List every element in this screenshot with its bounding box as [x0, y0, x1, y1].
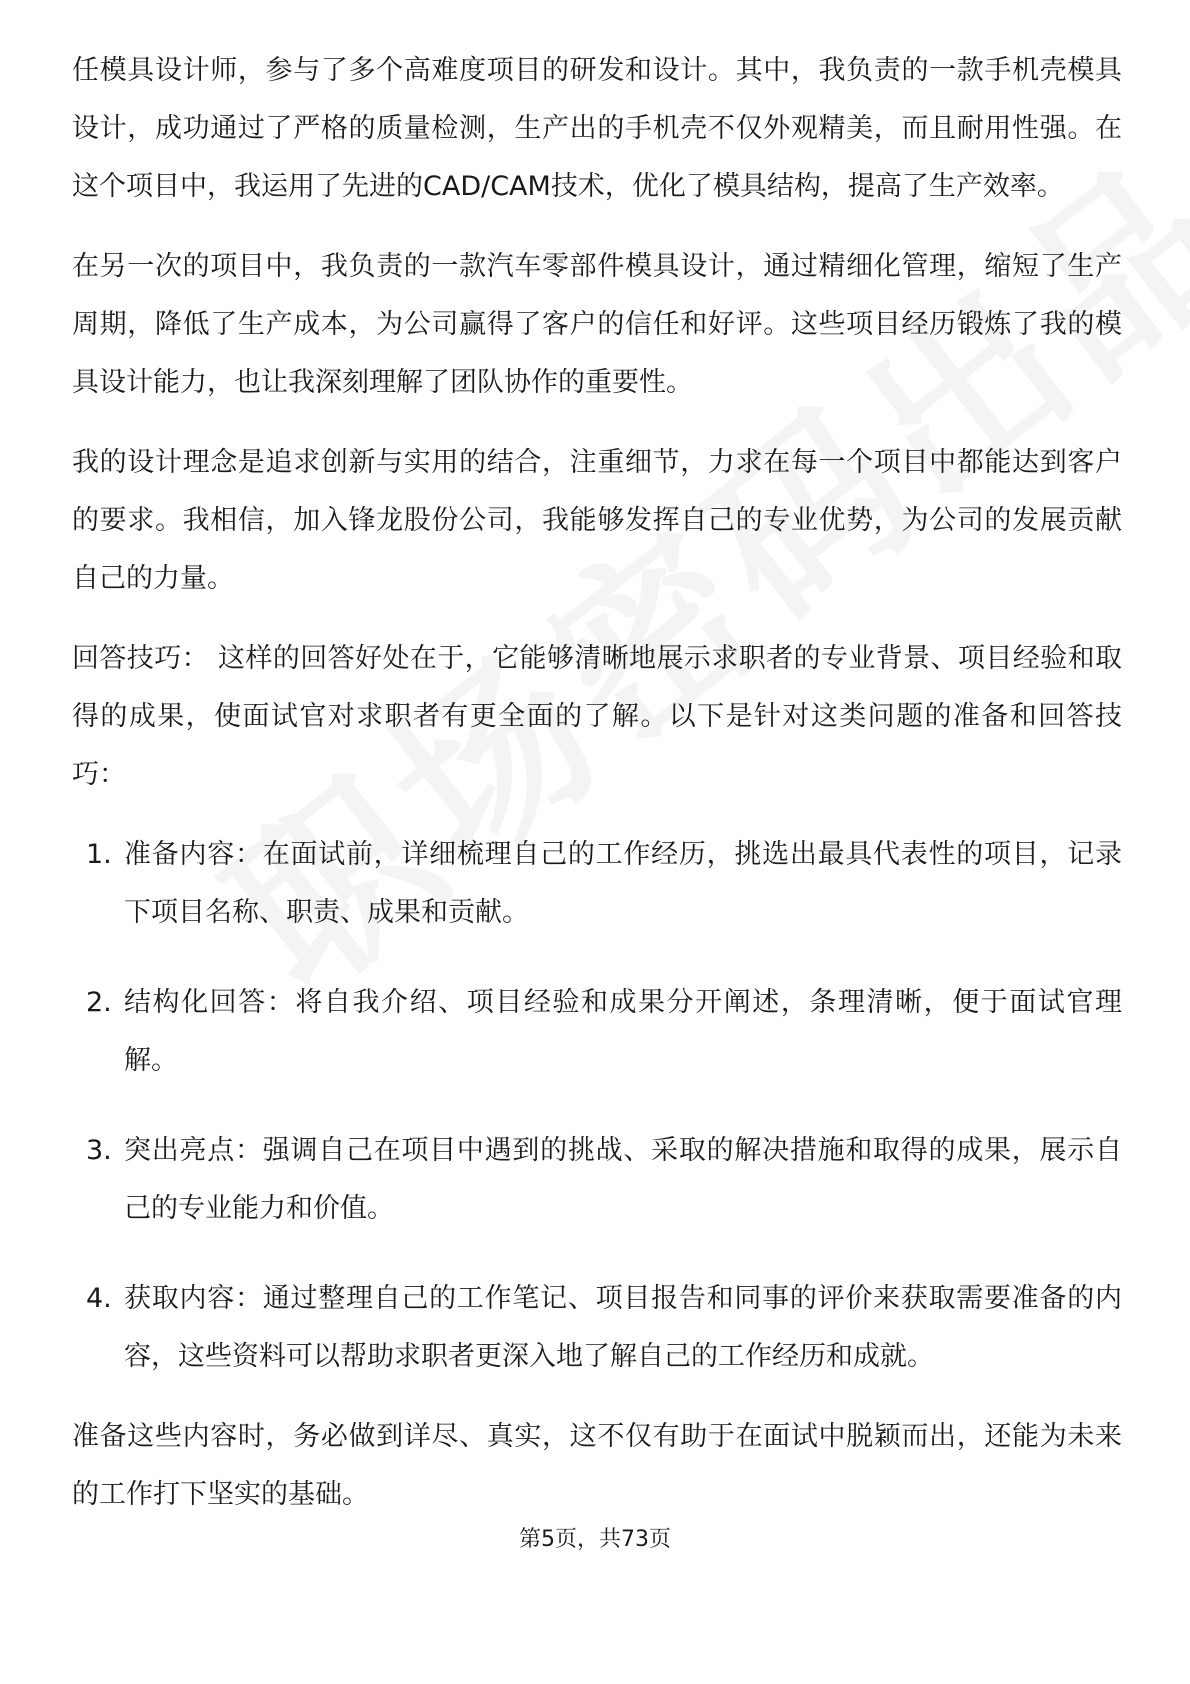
paragraph-answer-tips: 回答技巧： 这样的回答好处在于，它能够清晰地展示求职者的专业背景、项目经验和取得的成果，使面试官对求职者有更全面的了解。以下是针对这类问题的准备和回答技巧： [72, 643, 1122, 790]
paragraph-auto-parts-project: 在另一次的项目中，我负责的一款汽车零部件模具设计，通过精细化管理，缩短了生产周期，降低了生产成本，为公司赢得了客户的信任和好评。这些项目经历锻炼了我的模具设计能力，也让我深刻理解了团队协作的重要性。 [72, 251, 1122, 398]
list-item [72, 1270, 1122, 1386]
page-number: 第5页，共73页 [519, 1527, 671, 1552]
page-body [72, 42, 1122, 1524]
list-item-text: 突出亮点：强调自己在项目中遇到的挑战、采取的解决措施和取得的成果，展示自己的专业能力和价值。 [124, 1135, 1122, 1224]
list-item-number: 2. [86, 987, 112, 1018]
list-item-text: 准备内容：在面试前，详细梳理自己的工作经历，挑选出最具代表性的项目，记录下项目名称、职责、成果和贡献。 [124, 839, 1122, 928]
list-item-number: 4. [86, 1283, 112, 1314]
tips-list [72, 826, 1122, 1386]
list-item-text: 获取内容：通过整理自己的工作笔记、项目报告和同事的评价来获取需要准备的内容，这些资料可以帮助求职者更深入地了解自己的工作经历和成就。 [124, 1283, 1122, 1372]
list-item-number: 1. [86, 839, 112, 870]
list-item [72, 1122, 1122, 1238]
paragraph-project-experience: 任模具设计师，参与了多个高难度项目的研发和设计。其中，我负责的一款手机壳模具设计，成功通过了严格的质量检测，生产出的手机壳不仅外观精美，而且耐用性强。在这个项目中，我运用了先进的CAD/CAM技术，优化了模具结构，提高了生产效率。 [72, 55, 1122, 202]
list-item [72, 826, 1122, 942]
list-item-number: 3. [86, 1135, 112, 1166]
list-item-text: 结构化回答：将自我介绍、项目经验和成果分开阐述，条理清晰，便于面试官理解。 [124, 987, 1122, 1076]
list-item [72, 974, 1122, 1090]
paragraph-design-philosophy: 我的设计理念是追求创新与实用的结合，注重细节，力求在每一个项目中都能达到客户的要求。我相信，加入锋龙股份公司，我能够发挥自己的专业优势，为公司的发展贡献自己的力量。 [72, 447, 1122, 594]
paragraph-closing: 准备这些内容时，务必做到详尽、真实，这不仅有助于在面试中脱颖而出，还能为未来的工作打下坚实的基础。 [72, 1421, 1122, 1510]
